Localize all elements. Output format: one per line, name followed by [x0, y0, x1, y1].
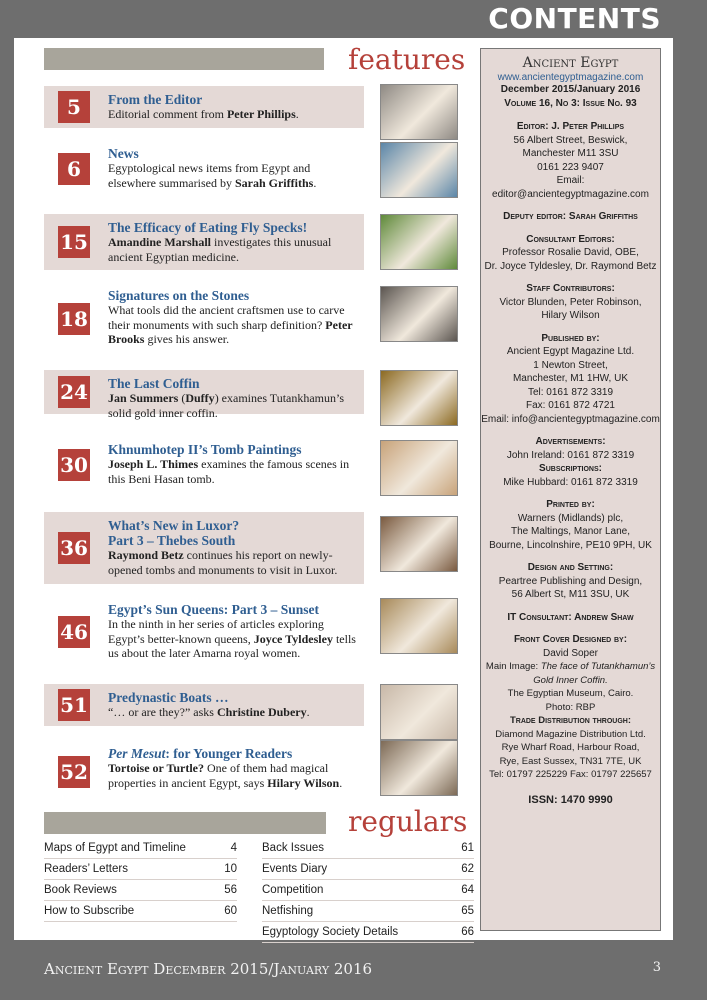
tortoise-vessel-thumbnail	[380, 740, 458, 796]
masthead-publisher-email[interactable]: Email: info@ancientegyptmagazine.com	[481, 413, 660, 425]
regular-page-number: 56	[224, 884, 237, 896]
feature-page-number: 15	[58, 226, 90, 258]
regular-label: Readers’ Letters	[44, 863, 128, 875]
feature-page-number: 36	[58, 532, 90, 564]
masthead-photo-credit: Photo: RBP	[545, 701, 596, 713]
regular-label: Maps of Egypt and Timeline	[44, 842, 186, 854]
feature-title[interactable]: Predynastic Boats …	[108, 690, 229, 705]
regular-page-number: 61	[461, 842, 474, 854]
masthead-subs-heading: Subscriptions:	[539, 463, 602, 474]
decorated-pot-thumbnail	[380, 684, 458, 740]
masthead-staff-line: Victor Blunden, Peter Robinson,	[499, 296, 642, 308]
masthead-design	[481, 561, 660, 602]
regular-page-number: 10	[224, 863, 237, 875]
feature-title[interactable]: Signatures on the Stones	[108, 288, 250, 303]
gold-coffin-thumbnail	[380, 370, 458, 426]
feature-article[interactable]	[44, 596, 364, 668]
feature-text	[108, 288, 360, 347]
regular-page-number: 62	[461, 863, 474, 875]
regular-label: Back Issues	[262, 842, 324, 854]
news-photo-thumbnail	[380, 142, 458, 198]
masthead-museum: The Egyptian Museum, Cairo.	[507, 688, 634, 699]
feature-page-number: 6	[58, 153, 90, 185]
masthead-ads-heading: Advertisements:	[535, 436, 606, 447]
masthead-printer	[481, 498, 660, 552]
feature-page-number: 51	[58, 689, 90, 721]
masthead-printer-line: Bourne, Lincolnshire, PE10 9PH, UK	[489, 539, 652, 551]
masthead-panel	[480, 48, 661, 931]
feature-page-number: 18	[58, 303, 90, 335]
masthead-editor-city: Manchester M11 3SU	[522, 148, 619, 159]
feature-title[interactable]: Khnumhotep II’s Tomb Paintings	[108, 442, 302, 457]
masthead-trade-line: Rye, East Sussex, TN31 7TE, UK	[499, 755, 642, 767]
regular-page-number: 64	[461, 884, 474, 896]
masthead-deputy-editor: Deputy editor: Sarah Griffiths	[503, 211, 638, 222]
regular-item[interactable]	[44, 901, 237, 922]
fly-photo-thumbnail	[380, 214, 458, 270]
feature-article[interactable]	[44, 512, 364, 584]
regular-item[interactable]	[262, 901, 474, 922]
masthead-printer-line: Warners (Midlands) plc,	[517, 512, 624, 524]
regular-item[interactable]	[44, 880, 237, 901]
features-heading: features	[348, 43, 466, 76]
masthead-consultants-heading: Consultant Editors:	[526, 233, 615, 245]
feature-description: Raymond Betz continues his report on newly-opened tombs and monuments to visit in Luxor.	[108, 548, 338, 577]
feature-article[interactable]	[44, 140, 364, 198]
masthead-consultant-line: Professor Rosalie David, OBE,	[502, 247, 639, 258]
feature-title[interactable]: News	[108, 146, 139, 161]
masthead-editor-phone: 0161 223 9407	[537, 161, 604, 173]
masthead-deputy	[481, 210, 660, 224]
masthead-publisher-line: 1 Newton Street,	[533, 359, 608, 371]
regulars-bar	[44, 812, 326, 834]
feature-text	[108, 602, 360, 661]
feature-article[interactable]	[44, 214, 364, 270]
masthead-issn: ISSN: 1470 9990	[528, 793, 613, 806]
feature-article[interactable]	[44, 86, 364, 128]
regulars-right-column	[262, 838, 474, 943]
regular-label: Events Diary	[262, 863, 328, 875]
regular-page-number: 65	[461, 905, 474, 917]
amarna-relief-thumbnail	[380, 598, 458, 654]
masthead-ads-contact: John Ireland: 0161 872 3319	[506, 449, 635, 461]
masthead-editor	[481, 120, 660, 201]
masthead-it-consultant: IT Consultant: Andrew Shaw	[507, 611, 634, 623]
feature-description: Editorial comment from Peter Phillips.	[108, 107, 299, 121]
feature-title[interactable]: From the Editor	[108, 92, 203, 107]
regular-item[interactable]	[262, 859, 474, 880]
feature-title[interactable]: Per Mesut: for Younger Readers	[108, 746, 293, 761]
contents-page	[14, 38, 673, 940]
luxor-painting-thumbnail	[380, 516, 458, 572]
feature-text	[108, 92, 360, 122]
contents-title: CONTENTS	[488, 2, 661, 35]
feature-title[interactable]: The Last Coffin	[108, 376, 200, 391]
feature-article[interactable]	[44, 282, 364, 356]
masthead-main-image	[481, 660, 660, 674]
masthead-trade-heading: Trade Distribution through:	[509, 715, 632, 726]
masthead-staff-line: Hilary Wilson	[541, 310, 600, 321]
feature-article[interactable]	[44, 370, 364, 420]
regular-item[interactable]	[44, 838, 237, 859]
regular-label: Netfishing	[262, 905, 314, 917]
masthead-volume: Volume 16, No 3: Issue No. 93	[504, 98, 637, 109]
footer-page-number: 3	[652, 960, 661, 975]
statue-photo-thumbnail	[380, 286, 458, 342]
masthead-trade-line: Rye Wharf Road, Harbour Road,	[501, 742, 640, 753]
regular-label: Book Reviews	[44, 884, 117, 896]
masthead-publisher-heading: Published by:	[541, 332, 600, 344]
masthead-url[interactable]: www.ancientegyptmagazine.com	[497, 72, 644, 83]
feature-title[interactable]: What’s New in Luxor? Part 3 – Thebes South	[108, 518, 240, 548]
regular-item[interactable]	[262, 880, 474, 901]
masthead-publisher-line: Tel: 0161 872 3319	[527, 386, 614, 398]
feature-page-number: 30	[58, 449, 90, 481]
feature-page-number: 5	[58, 91, 90, 123]
feature-description: Egyptological news items from Egypt and elsewhere summarised by Sarah Griffiths.	[108, 161, 317, 190]
feature-text	[108, 146, 360, 190]
footer-title: Ancient Egypt December 2015/January 2016	[44, 960, 373, 978]
feature-description: What tools did the ancient craftsmen use to carve their monuments with such sharp definition? Peter Brooks gives his answer.	[108, 303, 353, 346]
masthead-cover-heading: Front Cover Designed by:	[513, 634, 628, 645]
masthead-cover	[481, 633, 660, 782]
feature-description: Amandine Marshall investigates this unusual ancient Egyptian medicine.	[108, 235, 332, 264]
masthead-magazine-name: Ancient Egypt	[522, 55, 619, 71]
regular-page-number: 66	[461, 926, 474, 938]
feature-title[interactable]: Egypt’s Sun Queens: Part 3 – Sunset	[108, 602, 320, 617]
feature-page-number: 24	[58, 376, 90, 408]
masthead-design-line: 56 Albert St, M11 3SU, UK	[511, 589, 630, 600]
masthead-publisher-line: Manchester, M1 1HW, UK	[512, 373, 629, 384]
feature-description: Tortoise or Turtle? One of them had magical properties in ancient Egypt, says Hilary Wilson.	[108, 761, 343, 790]
regular-label: Egyptology Society Details	[262, 926, 399, 938]
feature-article[interactable]	[44, 740, 364, 804]
regular-item[interactable]	[44, 859, 237, 880]
masthead-editor-email[interactable]: Email: editor@ancientegyptmagazine.com	[492, 175, 649, 200]
masthead-publisher-line: Fax: 0161 872 4721	[526, 400, 615, 411]
masthead-publisher	[481, 332, 660, 427]
masthead-editor-street: 56 Albert Street, Beswick,	[513, 134, 628, 146]
feature-text	[108, 518, 360, 577]
masthead-main-image-caption: The face of Tutankhamun’s	[540, 661, 656, 672]
masthead-trade-line: Diamond Magazine Distribution Ltd.	[495, 728, 646, 740]
feature-description: Jan Summers (Duffy) examines Tutankhamun’s solid gold inner coffin.	[108, 391, 345, 420]
masthead-editor-name: Editor: J. Peter Phillips	[516, 121, 625, 132]
regular-page-number: 60	[224, 905, 237, 917]
masthead-publisher-line: Ancient Egypt Magazine Ltd.	[506, 346, 635, 357]
feature-article[interactable]	[44, 436, 364, 494]
feature-text	[108, 746, 360, 790]
feature-article[interactable]	[44, 684, 364, 726]
feature-title[interactable]: The Efficacy of Eating Fly Specks!	[108, 220, 308, 235]
masthead-printer-heading: Printed by:	[546, 499, 595, 510]
feature-description: “… or are they?” asks Christine Dubery.	[108, 705, 310, 719]
masthead-issue-date: December 2015/January 2016	[500, 84, 641, 95]
masthead-staff	[481, 282, 660, 323]
masthead-main-image-label: Main Image:	[485, 661, 541, 672]
masthead-trade-line: Tel: 01797 225229 Fax: 01797 225657	[489, 769, 652, 780]
masthead-it	[481, 611, 660, 625]
masthead-subs-contact: Mike Hubbard: 0161 872 3319	[503, 476, 638, 488]
regular-page-number: 4	[230, 842, 237, 854]
feature-text	[108, 220, 360, 264]
regular-label: How to Subscribe	[44, 905, 135, 917]
regular-item[interactable]	[262, 922, 474, 943]
masthead-cover-designer: David Soper	[542, 647, 599, 659]
regular-label: Competition	[262, 884, 324, 896]
masthead-ads	[481, 435, 660, 489]
masthead-printer-line: The Maltings, Manor Lane,	[511, 526, 630, 537]
masthead-staff-heading: Staff Contributors:	[526, 283, 615, 294]
masthead-design-line: Peartree Publishing and Design,	[498, 575, 643, 587]
regulars-heading: regulars	[348, 805, 468, 838]
masthead-main-image-caption-2: Gold Inner Coffin.	[533, 674, 608, 686]
feature-text	[108, 690, 360, 720]
hieroglyph-relief-thumbnail	[380, 84, 458, 140]
masthead-design-heading: Design and Setting:	[527, 562, 614, 573]
feature-text	[108, 376, 360, 420]
masthead-consultants	[481, 233, 660, 274]
regular-item[interactable]	[262, 838, 474, 859]
feature-page-number: 52	[58, 756, 90, 788]
regulars-left-column	[44, 838, 237, 922]
feature-description: Joseph L. Thimes examines the famous scenes in this Beni Hasan tomb.	[108, 457, 350, 486]
tomb-painting-thumbnail	[380, 440, 458, 496]
feature-description: In the ninth in her series of articles exploring Egypt’s better-known queens, Joyce Tyldesley tells us about the later Amarna royal women.	[108, 617, 356, 660]
masthead-consultant-line: Dr. Joyce Tyldesley, Dr. Raymond Betz	[484, 260, 657, 272]
feature-text	[108, 442, 360, 486]
feature-page-number: 46	[58, 616, 90, 648]
features-bar	[44, 48, 324, 70]
